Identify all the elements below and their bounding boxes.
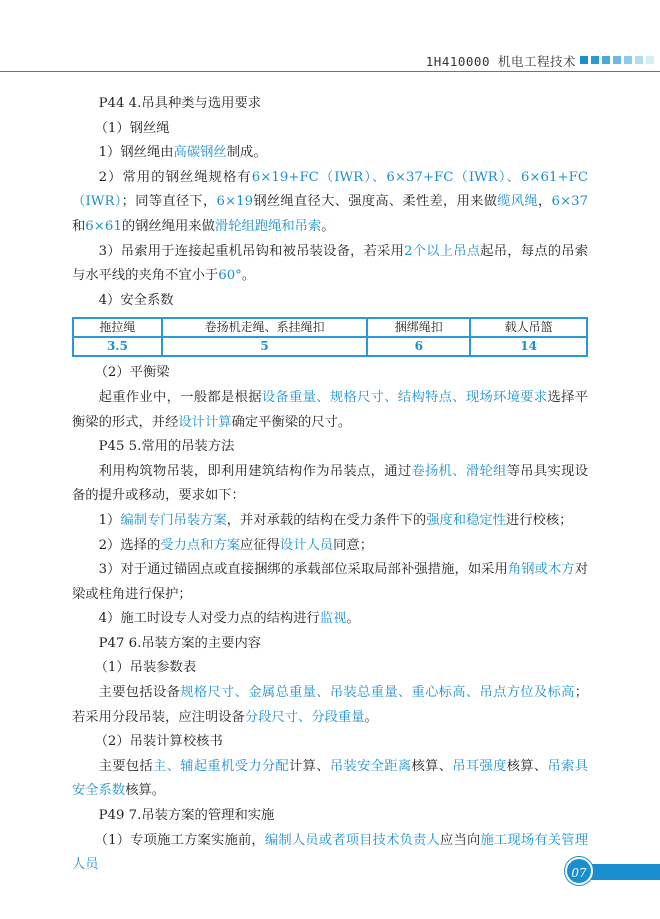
text-run: 对梁或柱角进行保护；	[72, 562, 588, 602]
highlighted-term: 受力点和方案	[160, 537, 241, 553]
highlighted-term: 编制专门吊装方案	[120, 512, 227, 528]
text-run: 应征得	[240, 537, 280, 553]
text-run: 。	[241, 268, 256, 284]
paragraph	[72, 681, 588, 730]
table-header-row	[73, 318, 587, 337]
paragraph	[72, 829, 588, 878]
text-run: ；同等直径下，	[121, 194, 217, 210]
highlighted-term: 角钢或木方	[507, 562, 575, 578]
page-body	[72, 92, 588, 878]
text-run: 2）常用的钢丝绳规格有	[98, 169, 252, 185]
highlighted-term: 吊耳强度	[452, 758, 507, 774]
table-header-cell: 卷扬机走绳、系挂绳扣	[162, 318, 368, 337]
decoration-square	[580, 56, 588, 64]
table-header-cell: 拖拉绳	[73, 318, 162, 337]
text-run: P44 4.吊具种类与选用要求	[98, 96, 262, 111]
paragraph	[72, 804, 588, 829]
highlighted-term: 6×19	[216, 194, 254, 210]
text-run: 同意；	[333, 537, 373, 553]
highlighted-term: 6×19+FC（IWR）、6×37+FC（IWR）、6×61+FC（IWR）	[72, 169, 588, 210]
text-run: ，	[537, 194, 552, 210]
header-divider	[0, 71, 660, 72]
text-run: 核算、	[411, 758, 453, 774]
paragraph	[72, 632, 588, 657]
text-run: 3）对于通过锚固点或直接捆绑的承载部位采取局部补强措施，如采用	[98, 562, 508, 578]
text-run: 。	[364, 709, 378, 725]
text-run: 选择平衡梁的形式，并经	[72, 389, 589, 430]
paragraph	[72, 386, 588, 435]
decoration-square	[613, 56, 621, 64]
highlighted-term: 2个以上吊点	[404, 243, 481, 259]
text-run: 起重作业中，一般都是根据	[98, 389, 262, 405]
decoration-square	[602, 56, 610, 64]
text-run: 主要包括	[98, 758, 154, 774]
highlighted-term: 设备重量、规格尺寸、结构特点、现场环境要求	[261, 389, 548, 405]
page-number: 07	[565, 857, 593, 885]
paragraph	[72, 558, 588, 607]
highlighted-term: 6×61	[85, 218, 122, 234]
highlighted-term: 规格尺寸、金属总重量、吊装总重量、重心标高、吊点方位及标高	[180, 685, 575, 701]
paragraph	[72, 141, 588, 166]
paragraph	[72, 460, 588, 509]
running-header	[0, 50, 660, 72]
text-run: 3）吊索用于连接起重机吊钩和被吊装设备，若采用	[98, 243, 405, 259]
highlighted-term: 60°	[218, 268, 242, 284]
paragraph	[72, 534, 588, 559]
table-row	[73, 337, 587, 356]
text-run: （2）吊装计算校核书	[94, 734, 223, 750]
text-run: 。	[321, 218, 335, 234]
highlighted-term: 编制人员或者项目技术负责人	[264, 832, 441, 848]
text-run: P45 5.常用的吊装方法	[98, 439, 235, 455]
header-decoration-squares	[580, 56, 654, 64]
highlighted-term: 主、辅起重机受力分配	[153, 758, 290, 774]
highlighted-term: 分段尺寸、分段重量	[244, 709, 365, 725]
highlighted-term: 高碳钢丝	[173, 145, 227, 161]
text-run: 核算、	[506, 758, 548, 774]
text-run: 等吊具实现设备的提升或移动，要求如下：	[72, 463, 589, 504]
table-cell: 6	[367, 337, 470, 356]
text-run: （1）吊装参数表	[94, 660, 197, 676]
text-run: 1）钢丝绳由	[98, 145, 174, 161]
paragraph	[72, 92, 588, 117]
text-run: 主要包括设备	[98, 685, 181, 701]
decoration-square	[591, 56, 599, 64]
text-run: ，并对承载的结构在受力条件下的	[226, 512, 427, 528]
highlighted-term: 监视	[319, 611, 347, 627]
highlighted-term: 滑轮组跑绳和吊索	[214, 218, 322, 234]
paragraph	[72, 289, 588, 314]
text-run: 计算、	[289, 758, 330, 774]
highlighted-term: 吊索具安全系数	[72, 758, 589, 799]
paragraph	[72, 730, 588, 755]
text-run: 和	[72, 218, 86, 234]
text-run: 制成。	[226, 145, 267, 161]
text-run: （2）平衡梁	[94, 365, 170, 381]
section-before-table	[72, 92, 588, 313]
highlighted-term: 强度和稳定性	[426, 512, 506, 528]
table-header-cell: 捆绑绳扣	[367, 318, 470, 337]
text-run: 的钢丝绳用来做	[121, 218, 215, 234]
paragraph	[72, 240, 588, 289]
paragraph	[72, 755, 588, 804]
text-run: 钢丝绳直径大、强度高、柔性差，用来做	[253, 194, 498, 210]
text-run: 起吊，每点的吊索与水平线的夹角不宜小于	[72, 243, 588, 284]
text-run: 应当向	[440, 832, 481, 848]
text-run: 利用构筑物吊装，即利用建筑结构作为吊装点，通过	[98, 463, 412, 479]
text-run: 2）选择的	[98, 537, 161, 553]
paragraph	[72, 607, 588, 632]
text-run: 确定平衡梁的尺寸。	[231, 414, 352, 430]
paragraph	[72, 435, 588, 460]
section-after-table	[72, 361, 588, 877]
highlighted-term: 设计人员	[279, 537, 334, 553]
decoration-square	[646, 56, 654, 64]
decoration-square	[635, 56, 643, 64]
text-run: （1）钢丝绳	[94, 120, 170, 136]
table-cell: 3.5	[73, 337, 162, 356]
paragraph	[72, 361, 588, 386]
paragraph	[72, 166, 588, 240]
highlighted-term: 设计计算	[178, 414, 232, 430]
text-run: 4）安全系数	[98, 292, 174, 308]
paragraph	[72, 117, 588, 142]
highlighted-term: 卷扬机、滑轮组	[411, 463, 507, 479]
table-header-cell: 载人吊篮	[470, 318, 587, 337]
text-run: 。	[346, 611, 360, 627]
text-run: 1）	[98, 512, 121, 528]
text-run: P47 6.吊装方案的主要内容	[98, 635, 262, 651]
text-run: 4）施工时设专人对受力点的结构进行	[98, 611, 320, 627]
header-title: 1H410000 机电工程技术	[425, 54, 576, 69]
highlighted-term: 缆风绳	[497, 194, 538, 210]
paragraph	[72, 656, 588, 681]
text-run: 进行校核；	[505, 512, 573, 528]
decoration-square	[624, 56, 632, 64]
table-cell: 14	[470, 337, 587, 356]
text-run: ；若采用分段吊装，应注明设备	[72, 685, 589, 725]
highlighted-term: 施工现场有关管理人员	[72, 832, 589, 873]
safety-factor-table	[72, 317, 588, 357]
table-cell: 5	[162, 337, 368, 356]
text-run: P49 7.吊装方案的管理和实施	[98, 808, 275, 824]
highlighted-term: 吊装安全距离	[329, 758, 412, 774]
paragraph	[72, 509, 588, 534]
text-run: （1）专项施工方案实施前，	[94, 832, 265, 848]
highlighted-term: 6×37	[551, 194, 589, 210]
text-run: 核算。	[125, 783, 166, 799]
